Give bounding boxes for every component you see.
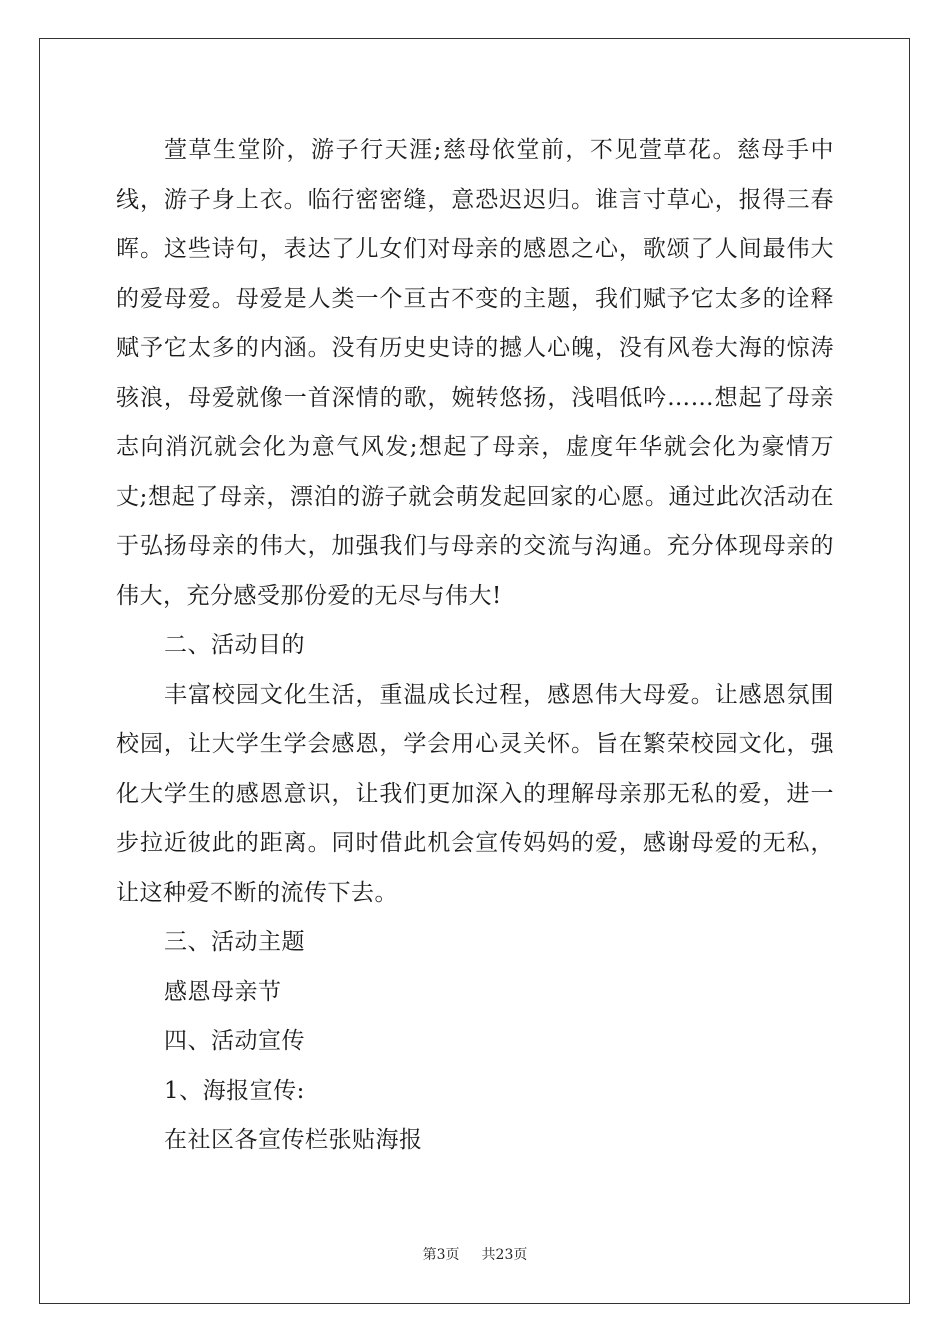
paragraph-intro: 萱草生堂阶，游子行天涯;慈母依堂前，不见萱草花。慈母手中线，游子身上衣。临行密密缝，意恐迟迟归。谁言寸草心，报得三春晖。这些诗句，表达了儿女们对母亲的感恩之心，歌颂了人间最伟大的爱母爱。母爱是人类一个亘古不变的主题，我们赋予它太多的诠释赋予它太多的内涵。没有历史史诗的撼人心魄，没有风卷大海的惊涛骇浪，母爱就像一首深情的歌，婉转悠扬，浅唱低吟……想起了母亲志向消沉就会化为意气风发;想起了母亲，虚度年华就会化为豪情万丈;想起了母亲，漂泊的游子就会萌发起回家的心愿。通过此次活动在于弘扬母亲的伟大，加强我们与母亲的交流与沟通。充分体现母亲的伟大，充分感受那份爱的无尽与伟大! — [116, 137, 834, 609]
page-total: 共23页 — [481, 1247, 528, 1263]
paragraph-theme: 感恩母亲节 — [164, 978, 282, 1005]
page-number: 第3页 — [422, 1247, 460, 1263]
document-body — [116, 126, 834, 1166]
heading-activity-promotion: 四、活动宣传 — [164, 1028, 305, 1054]
heading-activity-theme: 三、活动主题 — [164, 929, 305, 955]
page-footer — [0, 1244, 950, 1264]
heading-activity-purpose: 二、活动目的 — [164, 632, 305, 658]
subheading-poster-promotion: 1、海报宣传: — [164, 1077, 305, 1104]
paragraph-purpose: 丰富校园文化生活，重温成长过程，感恩伟大母爱。让感恩氛围校园，让大学生学会感恩，学会用心灵关怀。旨在繁荣校园文化，强化大学生的感恩意识，让我们更加深入的理解母亲那无私的爱，进一步拉近彼此的距离。同时借此机会宣传妈妈的爱，感谢母爱的无私，让这种爱不断的流传下去。 — [116, 681, 834, 906]
paragraph-poster: 在社区各宣传栏张贴海报 — [164, 1127, 423, 1153]
